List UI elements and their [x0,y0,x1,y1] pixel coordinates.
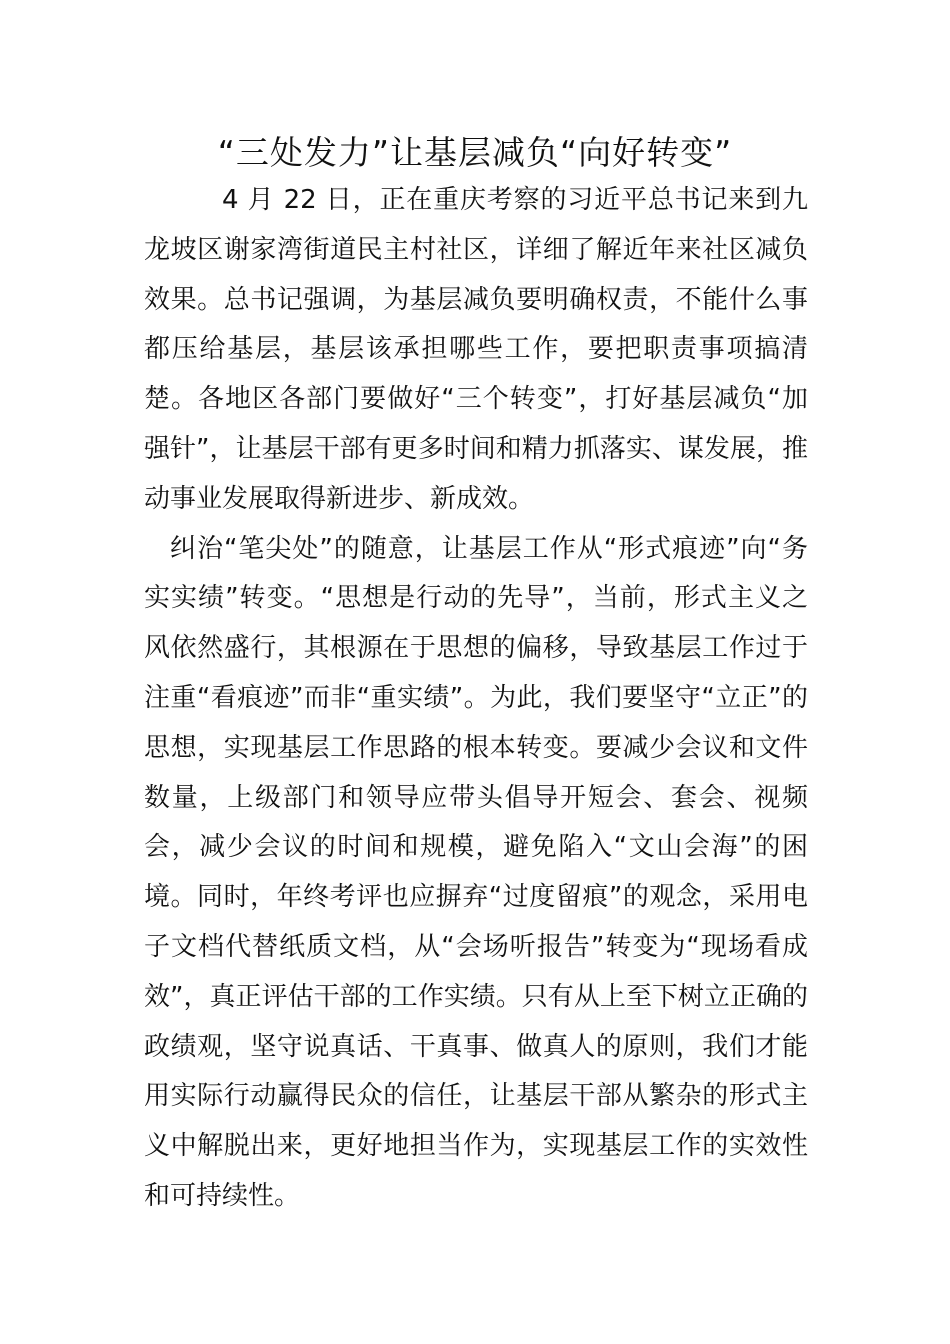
paragraph-2: 纠治“笔尖处”的随意，让基层工作从“形式痕迹”向“务实实绩”转变。“思想是行动的先导”，当前，形式主义之风依然盛行，其根源在于思想的偏移，导致基层工作过于注重“看痕迹”而非“重实绩”。为此，我们要坚守“立正”的思想，实现基层工作思路的根本转变。要减少会议和文件数量，上级部门和领导应带头倡导开短会、套会、视频会，减少会议的时间和规模，避免陷入“文山会海”的困境。同时，年终考评也应摒弃“过度留痕”的观念，采用电子文档代替纸质文档，从“会场听报告”转变为“现场看成效”，真正评估干部的工作实绩。只有从上至下树立正确的政绩观，坚守说真话、干真事、做真人的原则，我们才能用实际行动赢得民众的信任，让基层干部从繁杂的形式主义中解脱出来，更好地担当作为，实现基层工作的实效性和可持续性。 [144,533,808,1211]
document-title: “三处发力”让基层减负“向好转变” [217,133,733,172]
paragraph-1: 4 月 22 日，正在重庆考察的习近平总书记来到九龙坡区谢家湾街道民主村社区，详细了解近年来社区减负效果。总书记强调，为基层减负要明确权责，不能什么事都压给基层，基层该承担哪些工作，要把职责事项搞清楚。各地区各部门要做好“三个转变”，打好基层减负“加强针”，让基层干部有更多时间和精力抓落实、谋发展，推动事业发展取得新进步、新成效。 [144,185,808,514]
document-body [144,176,808,1222]
